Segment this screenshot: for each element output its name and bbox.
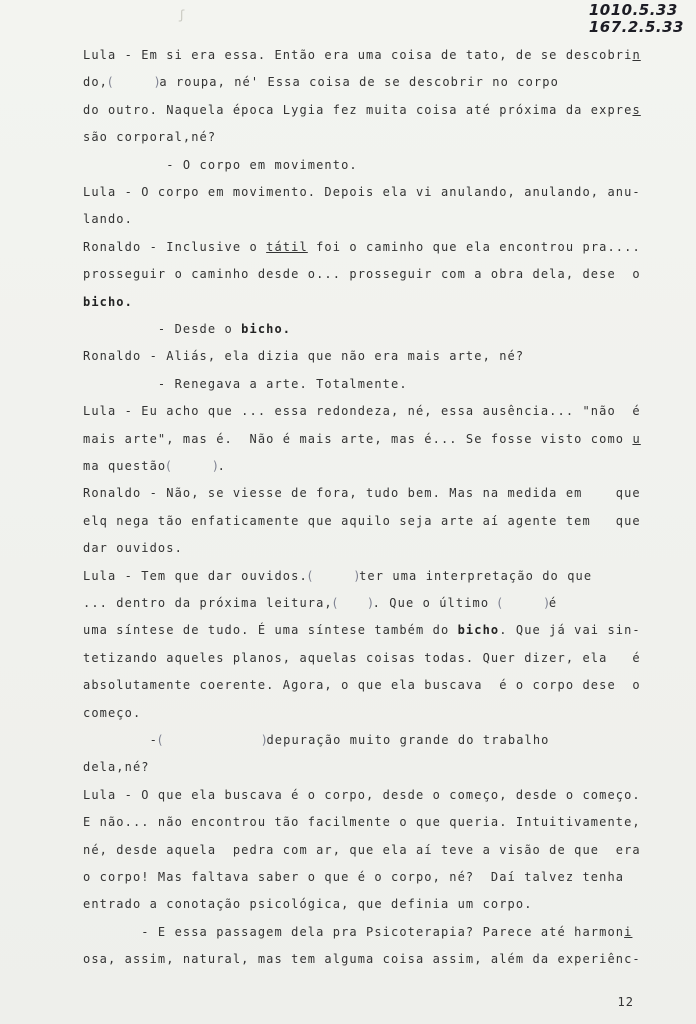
line-text: Lula - Eu acho que ... essa redondeza, né, essa ausência... "não é [83, 404, 641, 419]
line-text: dela,né? [83, 760, 150, 775]
transcript-line [83, 74, 559, 90]
transcript-line [83, 677, 641, 693]
line-text: ma questão [83, 459, 167, 473]
line-text: bicho [457, 623, 500, 638]
inaudible-gap: ( ) [157, 733, 267, 747]
line-text: - O corpo em movimento. [83, 157, 358, 172]
line-text: Lula - O que ela buscava é o corpo, desde o começo, desde o começo. [83, 787, 641, 802]
line-text: . [217, 459, 226, 473]
transcript-line [83, 458, 226, 474]
line-text: absolutamente coerente. Agora, o que ela buscava é o corpo dese o [83, 678, 641, 693]
annotation-line-2: 167.2.5.33 [588, 18, 684, 36]
line-text: - Renegava a arte. Totalmente. [83, 376, 408, 391]
line-text: é [548, 596, 558, 610]
line-text: foi o caminho que ela encontrou pra.... [307, 239, 641, 254]
inaudible-gap: ( ) [307, 568, 360, 583]
line-text: dar ouvidos. [83, 541, 183, 556]
line-text: prosseguir o caminho desde o... prosseguir com a obra dela, dese o [83, 267, 641, 282]
transcript-line [83, 431, 641, 447]
transcript-line [83, 403, 641, 419]
transcript-line [83, 869, 624, 885]
annotation-line-1: 1010.5.33 [588, 1, 678, 19]
line-text: bicho. [241, 322, 292, 336]
line-text: ter uma interpretação do que [359, 568, 593, 583]
handwritten-correction: n [632, 48, 641, 62]
transcript-line [83, 129, 216, 145]
line-text: Ronaldo - Aliás, ela dizia que não era mais arte, né? [83, 349, 525, 364]
handwritten-correction: u [632, 431, 641, 446]
transcript-line [83, 102, 641, 118]
line-text: osa, assim, natural, mas tem alguma coisa assim, além da experiênc- [83, 952, 641, 967]
inaudible-gap: ( ) [166, 459, 218, 473]
line-text: a roupa, né' Essa coisa de se descobrir no corpo [159, 75, 559, 90]
line-text: tetizando aqueles planos, aquelas coisas todas. Quer dizer, ela é [83, 650, 641, 665]
transcript-line [83, 321, 291, 337]
line-text: uma síntese de tudo. É uma síntese também do [83, 623, 458, 638]
transcript-line [83, 568, 592, 584]
line-text: Lula - Tem que dar ouvidos. [83, 568, 308, 583]
transcript-line [83, 540, 183, 556]
handwritten-correction: i [624, 924, 633, 939]
line-text: né, desde aquela pedra com ar, que ela aí teve a visão de que era [83, 842, 641, 857]
transcript-line [83, 896, 533, 912]
line-text: - [83, 733, 158, 747]
page-number: 12 [617, 995, 634, 1009]
line-text: mais arte", mas é. Não é mais arte, mas é... Se fosse visto como [83, 431, 633, 446]
transcript-line [83, 622, 641, 638]
line-text: do outro. Naquela época Lygia fez muita coisa até próxima da expre [83, 102, 633, 117]
transcript-line [83, 376, 408, 392]
transcript-line [83, 842, 641, 858]
transcript-line [83, 211, 133, 227]
handwritten-correction: s [632, 102, 641, 117]
transcript-line [83, 787, 641, 803]
inaudible-gap: ( ) [332, 596, 373, 610]
line-text: Lula - O corpo em movimento. Depois ela vi anulando, anulando, anu- [83, 185, 641, 199]
line-text: lando. [83, 212, 133, 227]
transcript-line [83, 759, 150, 775]
transcript-line [83, 294, 133, 310]
transcript-line [83, 485, 641, 501]
transcript-line [83, 732, 550, 748]
transcript-line [83, 239, 641, 255]
line-text: E não... não encontrou tão facilmente o que queria. Intuitivamente, [83, 815, 641, 830]
line-text: ... dentro da próxima leitura, [83, 596, 333, 610]
line-text: - E essa passagem dela pra Psicoterapia? Parece até harmon [83, 924, 625, 939]
transcript-line [83, 184, 641, 200]
transcript-line [83, 157, 358, 173]
line-text: Ronaldo - Não, se viesse de fora, tudo bem. Mas na medida em que [83, 486, 641, 501]
line-text: . Que o último [372, 596, 498, 610]
transcript-line [83, 47, 641, 63]
line-text: Ronaldo - Inclusive o [83, 239, 267, 254]
transcript-line [83, 650, 641, 666]
line-text: entrado a conotação psicológica, que definia um corpo. [83, 897, 533, 912]
transcript-line [83, 266, 641, 282]
transcript-line [83, 348, 524, 364]
transcript-line [83, 705, 141, 721]
handwritten-correction: tátil [266, 239, 308, 254]
line-text: . Que já vai sin- [499, 623, 641, 638]
line-text: do, [83, 75, 108, 90]
inaudible-gap: ( ) [497, 596, 549, 610]
line-text: são corporal,né? [83, 130, 217, 145]
transcript-line [83, 951, 641, 967]
line-text: elq nega tão enfaticamente que aquilo seja arte aí agente tem que [83, 513, 641, 528]
line-text: o corpo! Mas faltava saber o que é o corpo, né? Daí talvez tenha [83, 870, 625, 884]
line-text: - Desde o [83, 322, 242, 336]
inaudible-gap: ( ) [107, 75, 160, 90]
transcript-line [83, 595, 557, 611]
transcript-line [83, 814, 641, 830]
line-text: Lula - Em si era essa. Então era uma coisa de tato, de se descobri [83, 48, 633, 62]
line-text: bicho. [83, 294, 133, 309]
transcript-line [83, 513, 641, 529]
handwritten-catalog-annotation [589, 2, 684, 36]
line-text: começo. [83, 705, 142, 720]
transcript-line [83, 924, 632, 940]
line-text: depuração muito grande do trabalho [266, 733, 550, 747]
faint-paper-mark: ʃ [178, 8, 186, 22]
